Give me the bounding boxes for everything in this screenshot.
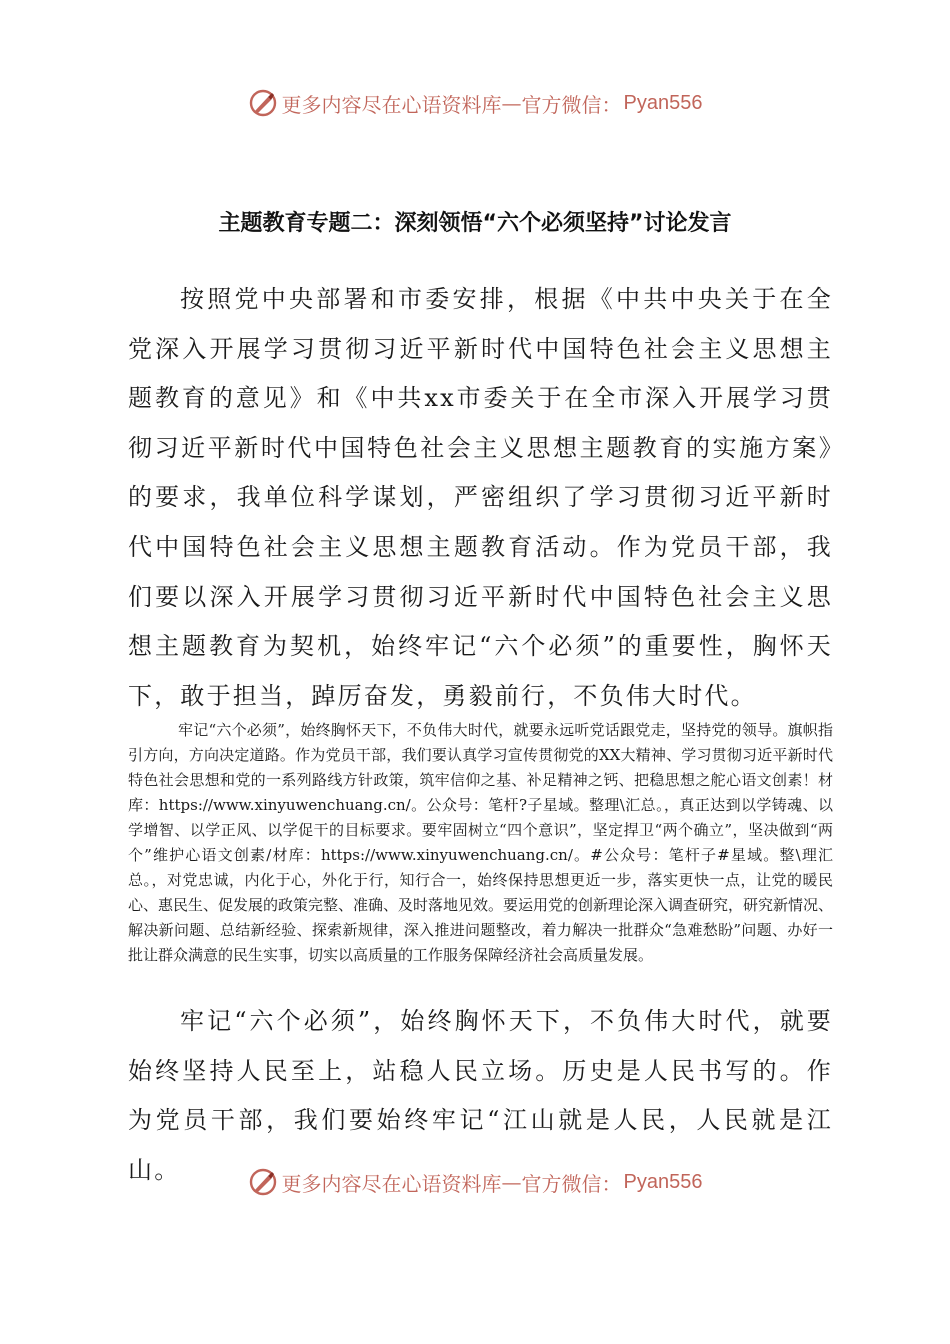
paragraph-small-print: 牢记“六个必须”，始终胸怀天下，不负伟大时代，就要永远听党话跟党走，坚持党的领导。旗帜指引方向，方向决定道路。作为党员干部，我们要认真学习宣传贯彻党的XX大精神、学习贯彻习近平新时代特色社会思想和党的一系列路线方针政策，筑牢信仰之基、补足精神之钙、把稳思想之舵心语文创素！材库：https://www.xinyuwenchuang.cn/。公众号：笔杆?子星域。整理\汇总。，真正达到以学铸魂、以学增智、以学正风、以学促干的目标要求。要牢固树立“四个意识”，坚定捍卫“两个确立”，坚决做到“两个”维护心语文创素/材库：https://www.xinyuwenchuang.cn/。#公众号：笔杆子#星域。整\理汇总。，对党忠诚，内化于心，外化于行，知行合一，始终保持思想更近一步，落实更快一点，让党的暖民心、惠民生、促发展的政策完整、准确、及时落地见效。要运用党的创新理论深入调查研究，研究新情况、解决新问题、总结新经验、探索新规律，深入推进问题整改，着力解决一批群众“急难愁盼”问题、办好一批让群众满意的民生实事，切实以高质量的工作服务保障经济社会高质量发展。 [128, 721, 834, 964]
pen-logo-icon [248, 88, 278, 118]
banner-brand: 更多内容尽在心语资料库 [281, 92, 502, 117]
header-banner [0, 83, 950, 123]
banner-wechat-label: 官方微信： [521, 1171, 622, 1196]
footer-banner [0, 1162, 950, 1202]
banner-separator: — [501, 1170, 522, 1194]
page-title: 主题教育专题二：深刻领悟“六个必须坚持”讨论发言 [218, 211, 732, 236]
paragraph-intro: 按照党中央部署和市委安排，根据《中共中央关于在全党深入开展学习贯彻习近平新时代中国特色社会主义思想主题教育的意见》和《中共xx市委关于在全市深入开展学习贯彻习近平新时代中国特色社会主义思想主题教育的实施方案》的要求，我单位科学谋划，严密组织了学习贯彻习近平新时代中国特色社会主义思想主题教育活动。作为党员干部，我们要以深入开展学习贯彻习近平新时代中国特色社会主义思想主题教育为契机，始终牢记“六个必须”的重要性，胸怀天下，敢于担当，踔厉奋发，勇毅前行，不负伟大时代。 [128, 285, 833, 710]
banner-wechat-id: Pyan556 [623, 1170, 703, 1193]
banner-separator: — [501, 91, 522, 115]
banner-brand: 更多内容尽在心语资料库 [281, 1171, 502, 1196]
paragraph-people: 牢记“六个必须”，始终胸怀天下，不负伟大时代，就要始终坚持人民至上，站稳人民立场。历史是人民书写的。作为党员干部，我们要始终牢记“江山就是人民，人民就是江山。 [128, 1007, 833, 1184]
pen-logo-icon [248, 1167, 278, 1197]
banner-wechat-id: Pyan556 [623, 91, 703, 114]
banner-wechat-label: 官方微信： [521, 92, 622, 117]
